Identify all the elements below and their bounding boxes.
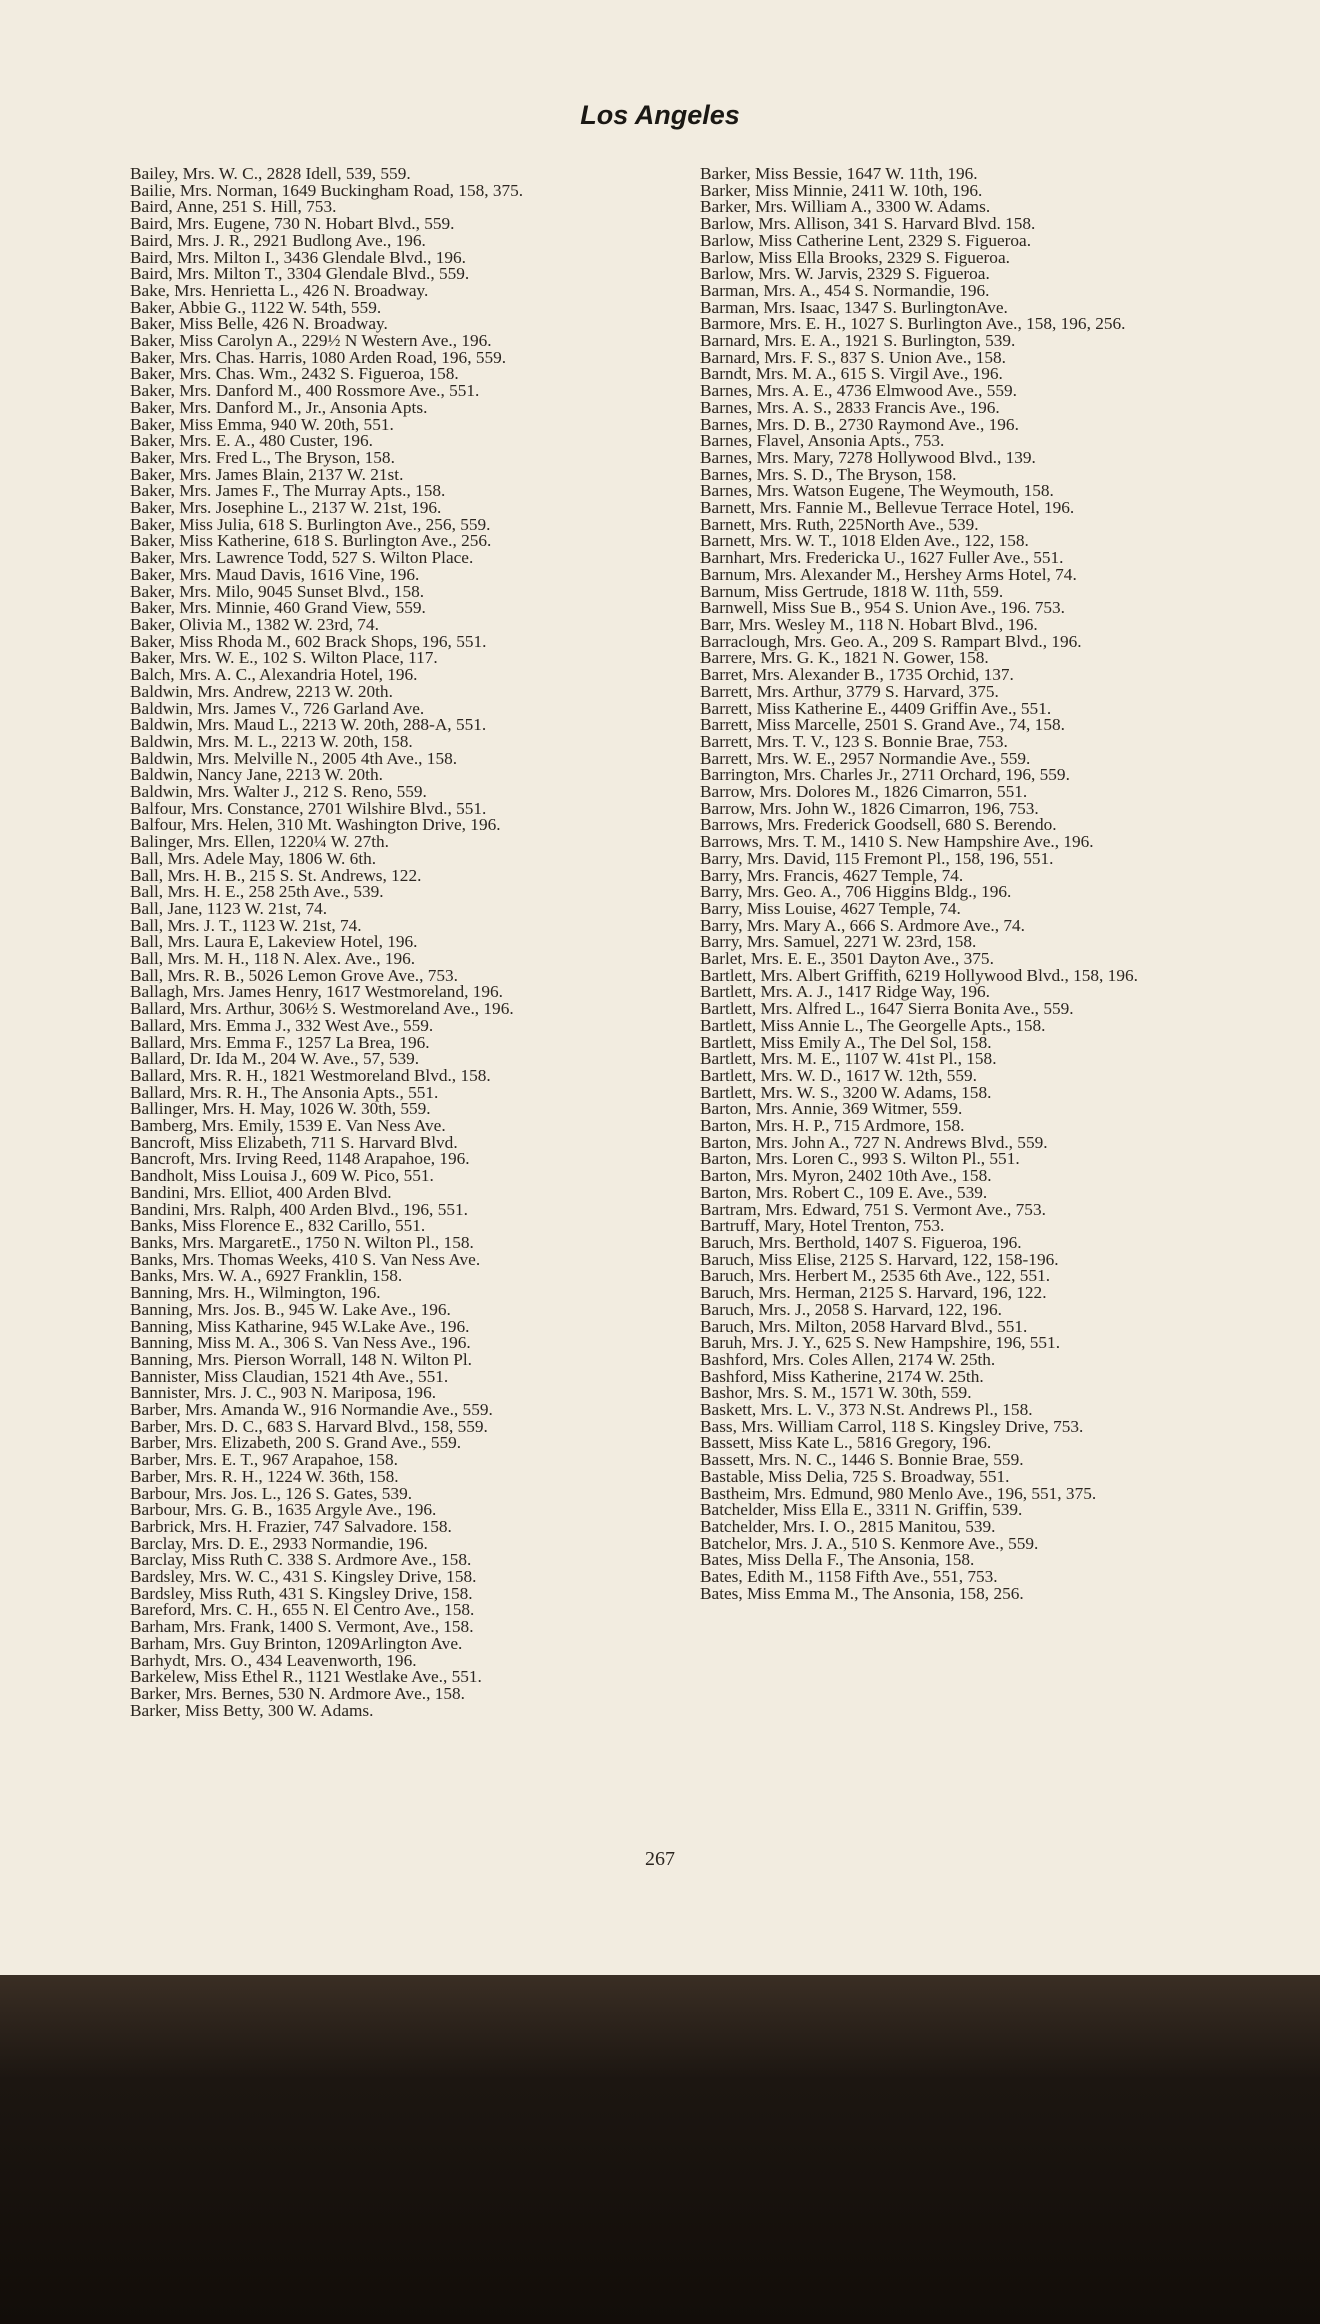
directory-entry: Barham, Mrs. Frank, 1400 S. Vermont, Ave., 158.: [130, 1617, 474, 1637]
directory-entry: Bartram, Mrs. Edward, 751 S. Vermont Ave., 753.: [700, 1199, 1046, 1219]
directory-entry: Barret, Mrs. Alexander B., 1735 Orchid, 137.: [700, 665, 1014, 685]
directory-entry: Baker, Mrs. Maud Davis, 1616 Vine, 196.: [130, 564, 420, 584]
directory-entry: Barnes, Mrs. S. D., The Bryson, 158.: [700, 464, 957, 484]
directory-entry: Barnett, Mrs. Fannie M., Bellevue Terrace Hotel, 196.: [700, 498, 1075, 518]
directory-entry: Baker, Miss Carolyn A., 229½ N Western Ave., 196.: [130, 331, 492, 351]
directory-entry: Barmore, Mrs. E. H., 1027 S. Burlington Ave., 158, 196, 256.: [700, 314, 1126, 334]
directory-entry: Barry, Mrs. Geo. A., 706 Higgins Bldg., 196.: [700, 882, 1012, 902]
directory-entry: Bates, Miss Della F., The Ansonia, 158.: [700, 1550, 975, 1570]
directory-entry: Baker, Miss Rhoda M., 602 Brack Shops, 196, 551.: [130, 631, 487, 651]
directory-entry: Banning, Miss Katharine, 945 W.Lake Ave., 196.: [130, 1316, 470, 1336]
directory-entry: Banning, Mrs. H., Wilmington, 196.: [130, 1283, 381, 1303]
directory-entry: Baker, Abbie G., 1122 W. 54th, 559.: [130, 297, 382, 317]
directory-entry: Banks, Mrs. W. A., 6927 Franklin, 158.: [130, 1266, 403, 1286]
directory-entry: Barnard, Mrs. F. S., 837 S. Union Ave., 158.: [700, 347, 1006, 367]
directory-entry: Baker, Mrs. Chas. Harris, 1080 Arden Road, 196, 559.: [130, 347, 507, 367]
directory-entry: Bartlett, Mrs. Albert Griffith, 6219 Hollywood Blvd., 158, 196.: [700, 965, 1138, 985]
directory-entry: Barnes, Mrs. D. B., 2730 Raymond Ave., 196.: [700, 414, 1019, 434]
directory-entry: Banning, Miss M. A., 306 S. Van Ness Ave., 196.: [130, 1333, 471, 1353]
directory-entry: Banning, Mrs. Pierson Worrall, 148 N. Wilton Pl.: [130, 1349, 472, 1369]
directory-entry: Barnett, Mrs. Ruth, 225North Ave., 539.: [700, 514, 979, 534]
directory-entry: Bancroft, Miss Elizabeth, 711 S. Harvard Blvd.: [130, 1132, 458, 1152]
directory-entry: Balfour, Mrs. Constance, 2701 Wilshire Blvd., 551.: [130, 798, 487, 818]
directory-entry: Barlow, Miss Ella Brooks, 2329 S. Figueroa.: [700, 247, 1010, 267]
directory-entry: Barraclough, Mrs. Geo. A., 209 S. Rampart Blvd., 196.: [700, 631, 1082, 651]
directory-entry: Barrow, Mrs. John W., 1826 Cimarron, 196, 753.: [700, 798, 1039, 818]
directory-entry: Barry, Mrs. Samuel, 2271 W. 23rd, 158.: [700, 932, 977, 952]
directory-entry: Barclay, Mrs. D. E., 2933 Normandie, 196.: [130, 1533, 428, 1553]
directory-entry: Bates, Miss Emma M., The Ansonia, 158, 256.: [700, 1583, 1024, 1603]
directory-entry: Baker, Mrs. James Blain, 2137 W. 21st.: [130, 464, 404, 484]
directory-entry: Banks, Mrs. MargaretE., 1750 N. Wilton Pl., 158.: [130, 1233, 474, 1252]
directory-entry: Barker, Mrs. William A., 3300 W. Adams.: [700, 197, 991, 217]
directory-entry: Barton, Mrs. Robert C., 109 E. Ave., 539.: [700, 1182, 988, 1202]
directory-entry: Barclay, Miss Ruth C. 338 S. Ardmore Ave., 158.: [130, 1550, 472, 1570]
directory-entry: Barton, Mrs. Myron, 2402 10th Ave., 158.: [700, 1166, 992, 1186]
directory-entry: Ball, Mrs. J. T., 1123 W. 21st, 74.: [130, 915, 362, 935]
directory-entry: Ballard, Mrs. Emma J., 332 West Ave., 559.: [130, 1015, 434, 1035]
directory-entry: Barman, Mrs. Isaac, 1347 S. BurlingtonAve.: [700, 297, 1008, 317]
directory-entry: Barlow, Mrs. W. Jarvis, 2329 S. Figueroa.: [700, 264, 990, 284]
directory-entry: Barrere, Mrs. G. K., 1821 N. Gower, 158.: [700, 648, 989, 668]
directory-entry: Barbour, Mrs. G. B., 1635 Argyle Ave., 196.: [130, 1500, 437, 1520]
directory-entry: Barman, Mrs. A., 454 S. Normandie, 196.: [700, 280, 990, 300]
directory-entry: Baker, Mrs. Milo, 9045 Sunset Blvd., 158.: [130, 581, 425, 601]
directory-entry: Barrett, Mrs. T. V., 123 S. Bonnie Brae, 753.: [700, 731, 1008, 751]
directory-entry: Bardsley, Miss Ruth, 431 S. Kingsley Drive, 158.: [130, 1583, 473, 1603]
directory-entry: Barnum, Mrs. Alexander M., Hershey Arms Hotel, 74.: [700, 564, 1077, 584]
directory-entry: Baker, Miss Katherine, 618 S. Burlington Ave., 256.: [130, 531, 492, 551]
directory-entry: Ballard, Mrs. R. H., 1821 Westmoreland Blvd., 158.: [130, 1065, 491, 1085]
directory-entry: Ball, Mrs. R. B., 5026 Lemon Grove Ave., 753.: [130, 965, 458, 985]
directory-entry: Baldwin, Mrs. James V., 726 Garland Ave.: [130, 698, 425, 718]
directory-entry: Barry, Mrs. Francis, 4627 Temple, 74.: [700, 865, 964, 885]
directory-entry: Bartlett, Mrs. A. J., 1417 Ridge Way, 196.: [700, 982, 990, 1002]
directory-entry: Baruch, Mrs. Herbert M., 2535 6th Ave., 122, 551.: [700, 1266, 1051, 1286]
directory-entry: Barnwell, Miss Sue B., 954 S. Union Ave., 196. 753.: [700, 598, 1065, 618]
directory-entry: Barrett, Mrs. Arthur, 3779 S. Harvard, 375.: [700, 681, 999, 701]
directory-entry: Baker, Mrs. W. E., 102 S. Wilton Place, 117.: [130, 648, 438, 668]
directory-entry: Ball, Mrs. M. H., 118 N. Alex. Ave., 196.: [130, 949, 416, 969]
directory-entry: Bannister, Mrs. J. C., 903 N. Mariposa, 196.: [130, 1383, 437, 1403]
directory-entry: Bashford, Mrs. Coles Allen, 2174 W. 25th.: [700, 1349, 996, 1369]
directory-entry: Balinger, Mrs. Ellen, 1220¼ W. 27th.: [130, 832, 389, 852]
directory-entry: Baird, Mrs. J. R., 2921 Budlong Ave., 196.: [130, 230, 426, 250]
directory-entry: Barndt, Mrs. M. A., 615 S. Virgil Ave., 196.: [700, 364, 1003, 384]
directory-entry: Balfour, Mrs. Helen, 310 Mt. Washington Drive, 196.: [130, 815, 501, 835]
directory-entry: Bandini, Mrs. Ralph, 400 Arden Blvd., 196, 551.: [130, 1199, 468, 1219]
directory-entry: Bancroft, Mrs. Irving Reed, 1148 Arapahoe, 196.: [130, 1149, 470, 1169]
directory-entry: Baker, Miss Emma, 940 W. 20th, 551.: [130, 414, 394, 434]
directory-entry: Baker, Mrs. Danford M., 400 Rossmore Ave., 551.: [130, 381, 480, 401]
directory-entry: Baldwin, Nancy Jane, 2213 W. 20th.: [130, 765, 383, 785]
directory-entry: Bassett, Miss Kate L., 5816 Gregory, 196.: [700, 1433, 992, 1453]
directory-entry: Barber, Mrs. R. H., 1224 W. 36th, 158.: [130, 1466, 399, 1486]
directory-entry: Bartlett, Miss Annie L., The Georgelle Apts., 158.: [700, 1015, 1046, 1035]
directory-entry: Banks, Miss Florence E., 832 Carillo, 551.: [130, 1216, 426, 1236]
directory-entry: Barnhart, Mrs. Fredericka U., 1627 Fuller Ave., 551.: [700, 548, 1064, 568]
directory-entry: Ballard, Mrs. Emma F., 1257 La Brea, 196.: [130, 1032, 430, 1052]
directory-entry: Barton, Mrs. Loren C., 993 S. Wilton Pl., 551.: [700, 1149, 1020, 1169]
directory-entry: Barber, Mrs. Elizabeth, 200 S. Grand Ave., 559.: [130, 1433, 462, 1453]
directory-entry: Ball, Mrs. H. E., 258 25th Ave., 539.: [130, 882, 384, 902]
directory-entry: Bake, Mrs. Henrietta L., 426 N. Broadway.: [130, 280, 429, 300]
directory-entry: Baker, Mrs. Danford M., Jr., Ansonia Apts.: [130, 397, 428, 417]
right-column: [700, 166, 1220, 1602]
directory-entry: Barton, Mrs. H. P., 715 Ardmore, 158.: [700, 1116, 965, 1136]
left-column: [130, 166, 650, 1719]
directory-entry: Ballard, Dr. Ida M., 204 W. Ave., 57, 539.: [130, 1049, 420, 1069]
directory-entry: Barham, Mrs. Guy Brinton, 1209Arlington Ave.: [130, 1633, 463, 1653]
directory-entry: Barrow, Mrs. Dolores M., 1826 Cimarron, 551.: [700, 782, 1028, 802]
directory-entry: Bailie, Mrs. Norman, 1649 Buckingham Road, 158, 375.: [130, 180, 524, 200]
directory-entry: Baird, Mrs. Milton I., 3436 Glendale Blvd., 196.: [130, 247, 466, 267]
directory-entry: Bartlett, Mrs. W. S., 3200 W. Adams, 158.: [700, 1082, 992, 1102]
directory-entry: Ballinger, Mrs. H. May, 1026 W. 30th, 559.: [130, 1099, 431, 1119]
directory-entry: Baldwin, Mrs. Walter J., 212 S. Reno, 559.: [130, 782, 427, 802]
directory-entry: Banks, Mrs. Thomas Weeks, 410 S. Van Ness Ave.: [130, 1249, 481, 1269]
directory-entry: Bartlett, Miss Emily A., The Del Sol, 158.: [700, 1032, 992, 1052]
directory-entry: Barrington, Mrs. Charles Jr., 2711 Orchard, 196, 559.: [700, 765, 1070, 785]
directory-entry: Barber, Mrs. E. T., 967 Arapahoe, 158.: [130, 1450, 398, 1470]
directory-entry: Barker, Miss Minnie, 2411 W. 10th, 196.: [700, 180, 983, 200]
directory-entry: Baldwin, Mrs. M. L., 2213 W. 20th, 158.: [130, 731, 413, 751]
directory-entry: Barnard, Mrs. E. A., 1921 S. Burlington, 539.: [700, 331, 1016, 351]
directory-entry: Barbrick, Mrs. H. Frazier, 747 Salvadore. 158.: [130, 1516, 452, 1536]
directory-entry: Banning, Mrs. Jos. B., 945 W. Lake Ave., 196.: [130, 1299, 451, 1319]
directory-entry: Barrett, Mrs. W. E., 2957 Normandie Ave., 559.: [700, 748, 1031, 768]
directory-entry: Bashford, Miss Katherine, 2174 W. 25th.: [700, 1366, 984, 1386]
directory-entry: Baldwin, Mrs. Andrew, 2213 W. 20th.: [130, 681, 393, 701]
directory-entry: Batchelder, Miss Ella E., 3311 N. Griffin, 539.: [700, 1500, 1023, 1520]
directory-entry: Baldwin, Mrs. Melville N., 2005 4th Ave., 158.: [130, 748, 458, 768]
directory-entry: Ballagh, Mrs. James Henry, 1617 Westmoreland, 196.: [130, 982, 503, 1002]
directory-entry: Baruch, Mrs. Berthold, 1407 S. Figueroa, 196.: [700, 1233, 1022, 1252]
directory-entry: Baker, Miss Julia, 618 S. Burlington Ave., 256, 559.: [130, 514, 491, 534]
directory-entry: Ballard, Mrs. R. H., The Ansonia Apts., 551.: [130, 1082, 439, 1102]
directory-entry: Baker, Mrs. James F., The Murray Apts., 158.: [130, 481, 446, 501]
directory-entry: Baker, Miss Belle, 426 N. Broadway.: [130, 314, 388, 334]
directory-entry: Barton, Mrs. John A., 727 N. Andrews Blvd., 559.: [700, 1132, 1048, 1152]
directory-entry: Bareford, Mrs. C. H., 655 N. El Centro Ave., 158.: [130, 1600, 475, 1620]
directory-entry: Bassett, Mrs. N. C., 1446 S. Bonnie Brae, 559.: [700, 1450, 1024, 1470]
directory-entry: Bates, Edith M., 1158 Fifth Ave., 551, 753.: [700, 1567, 998, 1587]
directory-entry: Bartlett, Mrs. Alfred L., 1647 Sierra Bonita Ave., 559.: [700, 999, 1074, 1019]
directory-entry: Bandini, Mrs. Elliot, 400 Arden Blvd.: [130, 1182, 392, 1202]
directory-entry: Bartruff, Mary, Hotel Trenton, 753.: [700, 1216, 945, 1236]
directory-entry: Barker, Mrs. Bernes, 530 N. Ardmore Ave., 158.: [130, 1683, 465, 1703]
directory-entry: Bass, Mrs. William Carrol, 118 S. Kingsley Drive, 753.: [700, 1416, 1084, 1436]
directory-entry: Bardsley, Mrs. W. C., 431 S. Kingsley Drive, 158.: [130, 1567, 477, 1587]
directory-entry: Bandholt, Miss Louisa J., 609 W. Pico, 551.: [130, 1166, 434, 1186]
directory-entry: Barker, Miss Bessie, 1647 W. 11th, 196.: [700, 164, 978, 183]
directory-entry: Bailey, Mrs. W. C., 2828 Idell, 539, 559.: [130, 164, 411, 183]
directory-entry: Baruch, Mrs. J., 2058 S. Harvard, 122, 196.: [700, 1299, 1002, 1319]
page-number: 267: [645, 1848, 675, 1870]
directory-entry: Baker, Mrs. Fred L., The Bryson, 158.: [130, 447, 395, 467]
directory-entry: Baskett, Mrs. L. V., 373 N.St. Andrews Pl., 158.: [700, 1400, 1033, 1420]
directory-entry: Bartlett, Mrs. W. D., 1617 W. 12th, 559.: [700, 1065, 977, 1085]
directory-entry: Barnett, Mrs. W. T., 1018 Elden Ave., 122, 158.: [700, 531, 1029, 551]
directory-entry: Bartlett, Mrs. M. E., 1107 W. 41st Pl., 158.: [700, 1049, 997, 1069]
directory-entry: Balch, Mrs. A. C., Alexandria Hotel, 196.: [130, 665, 418, 685]
directory-entry: Barber, Mrs. Amanda W., 916 Normandie Ave., 559.: [130, 1400, 493, 1420]
directory-entry: Ball, Mrs. Adele May, 1806 W. 6th.: [130, 848, 377, 868]
directory-entry: Baird, Mrs. Milton T., 3304 Glendale Blvd., 559.: [130, 264, 470, 284]
directory-entry: Barnes, Mrs. A. E., 4736 Elmwood Ave., 559.: [700, 381, 1017, 401]
directory-entry: Barlet, Mrs. E. E., 3501 Dayton Ave., 375.: [700, 949, 994, 969]
directory-entry: Batchelor, Mrs. J. A., 510 S. Kenmore Ave., 559.: [700, 1533, 1039, 1553]
directory-entry: Barrows, Mrs. Frederick Goodsell, 680 S. Berendo.: [700, 815, 1057, 835]
directory-entry: Baruch, Miss Elise, 2125 S. Harvard, 122, 158-196.: [700, 1249, 1059, 1269]
directory-entry: Ballard, Mrs. Arthur, 306½ S. Westmoreland Ave., 196.: [130, 999, 514, 1019]
directory-entry: Barr, Mrs. Wesley M., 118 N. Hobart Blvd., 196.: [700, 614, 1038, 634]
directory-entry: Baker, Mrs. E. A., 480 Custer, 196.: [130, 431, 373, 451]
directory-entry: Baker, Mrs. Josephine L., 2137 W. 21st, 196.: [130, 498, 442, 518]
directory-entry: Baker, Olivia M., 1382 W. 23rd, 74.: [130, 614, 379, 634]
directory-entry: Barlow, Miss Catherine Lent, 2329 S. Figueroa.: [700, 230, 1032, 250]
directory-entry: Ball, Jane, 1123 W. 21st, 74.: [130, 898, 328, 918]
directory-entry: Barbour, Mrs. Jos. L., 126 S. Gates, 539.: [130, 1483, 413, 1503]
directory-entry: Baker, Mrs. Minnie, 460 Grand View, 559.: [130, 598, 426, 618]
directory-entry: Barnes, Flavel, Ansonia Apts., 753.: [700, 431, 945, 451]
directory-entry: Barnes, Mrs. Mary, 7278 Hollywood Blvd., 139.: [700, 447, 1036, 467]
directory-entry: Barlow, Mrs. Allison, 341 S. Harvard Blvd. 158.: [700, 214, 1036, 234]
directory-entry: Barnum, Miss Gertrude, 1818 W. 11th, 559.: [700, 581, 1004, 601]
directory-entry: Ball, Mrs. Laura E, Lakeview Hotel, 196.: [130, 932, 418, 952]
directory-entry: Batchelder, Mrs. I. O., 2815 Manitou, 539.: [700, 1516, 996, 1536]
directory-entry: Barrett, Miss Katherine E., 4409 Griffin Ave., 551.: [700, 698, 1052, 718]
directory-entry: Baldwin, Mrs. Maud L., 2213 W. 20th, 288-A, 551.: [130, 715, 487, 735]
directory-entry: Barber, Mrs. D. C., 683 S. Harvard Blvd., 158, 559.: [130, 1416, 488, 1436]
directory-entry: Baruh, Mrs. J. Y., 625 S. New Hampshire, 196, 551.: [700, 1333, 1061, 1353]
directory-entry: Barrows, Mrs. T. M., 1410 S. New Hampshire Ave., 196.: [700, 832, 1094, 852]
directory-entry: Barnes, Mrs. Watson Eugene, The Weymouth, 158.: [700, 481, 1054, 501]
directory-entry: Baruch, Mrs. Milton, 2058 Harvard Blvd., 551.: [700, 1316, 1028, 1336]
directory-entry: Bastheim, Mrs. Edmund, 980 Menlo Ave., 196, 551, 375.: [700, 1483, 1097, 1503]
directory-entry: Barry, Mrs. Mary A., 666 S. Ardmore Ave., 74.: [700, 915, 1025, 935]
directory-entry: Barrett, Miss Marcelle, 2501 S. Grand Ave., 74, 158.: [700, 715, 1065, 735]
directory-entry: Barnes, Mrs. A. S., 2833 Francis Ave., 196.: [700, 397, 1000, 417]
directory-entry: Baird, Anne, 251 S. Hill, 753.: [130, 197, 337, 217]
directory-entry: Bastable, Miss Delia, 725 S. Broadway, 551.: [700, 1466, 1010, 1486]
directory-entry: Baker, Mrs. Chas. Wm., 2432 S. Figueroa, 158.: [130, 364, 459, 384]
directory-entry: Barker, Miss Betty, 300 W. Adams.: [130, 1700, 374, 1720]
page-title: Los Angeles: [580, 100, 740, 130]
directory-entry: Baird, Mrs. Eugene, 730 N. Hobart Blvd., 559.: [130, 214, 455, 234]
directory-entry: Bashor, Mrs. S. M., 1571 W. 30th, 559.: [700, 1383, 972, 1403]
directory-entry: Barkelew, Miss Ethel R., 1121 Westlake Ave., 551.: [130, 1667, 482, 1687]
directory-entry: Barry, Miss Louise, 4627 Temple, 74.: [700, 898, 961, 918]
directory-entry: Barhydt, Mrs. O., 434 Leavenworth, 196.: [130, 1650, 417, 1670]
directory-entry: Barry, Mrs. David, 115 Fremont Pl., 158, 196, 551.: [700, 848, 1054, 868]
directory-entry: Baruch, Mrs. Herman, 2125 S. Harvard, 196, 122.: [700, 1283, 1047, 1303]
directory-entry: Ball, Mrs. H. B., 215 S. St. Andrews, 122.: [130, 865, 422, 885]
scan-background: [0, 1975, 1320, 2324]
directory-entry: Barton, Mrs. Annie, 369 Witmer, 559.: [700, 1099, 963, 1119]
directory-entry: Bannister, Miss Claudian, 1521 4th Ave., 551.: [130, 1366, 449, 1386]
directory-entry: Baker, Mrs. Lawrence Todd, 527 S. Wilton Place.: [130, 548, 474, 568]
directory-entry: Bamberg, Mrs. Emily, 1539 E. Van Ness Ave.: [130, 1116, 446, 1136]
